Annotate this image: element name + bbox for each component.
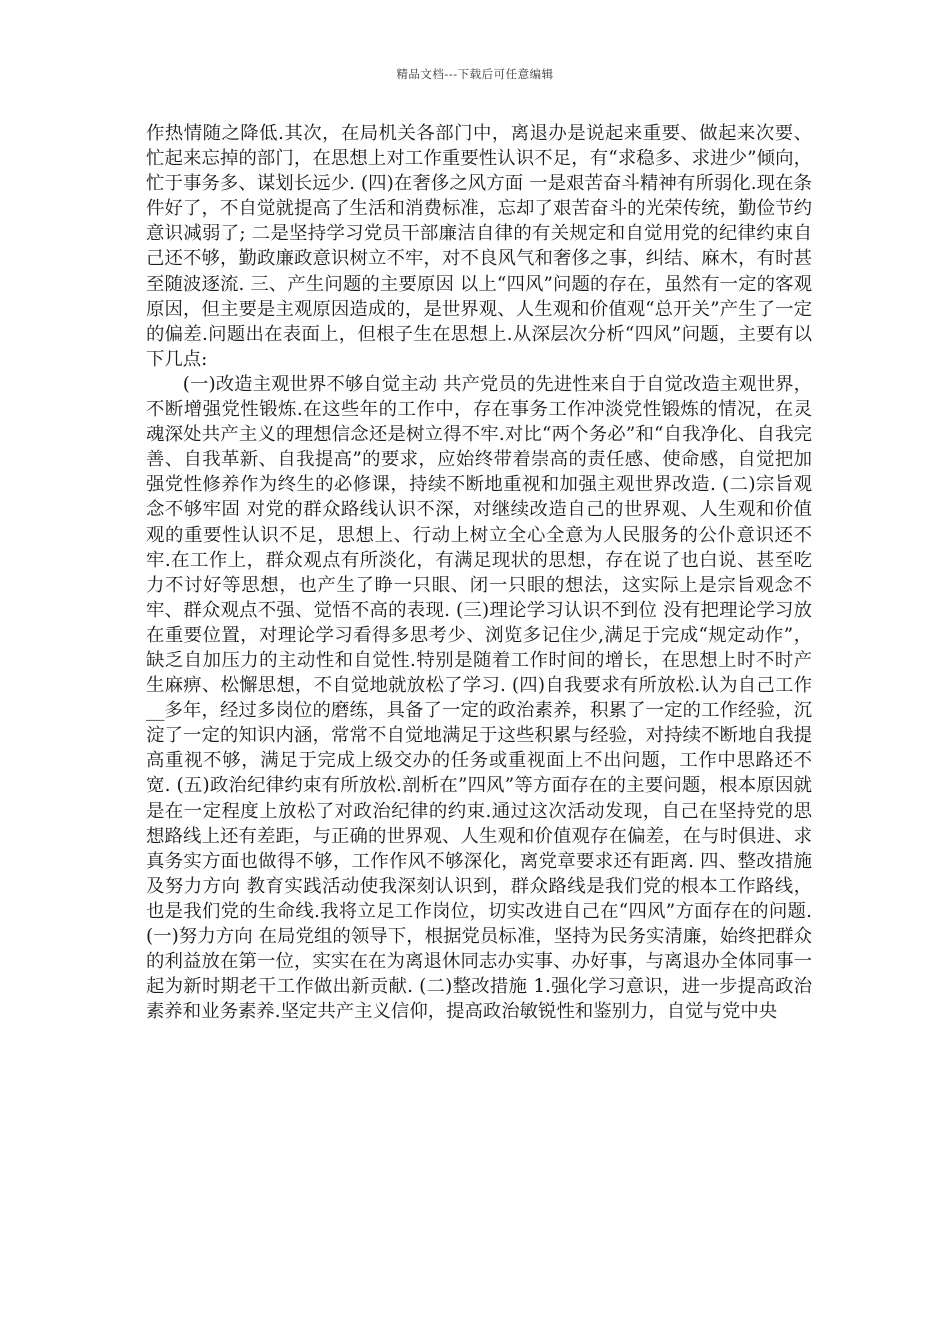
- paragraph: 作热情随之降低.其次，在局机关各部门中，离退办是说起来重要、做起来次要、忙起来忘掉的部门，在思想上对工作重要性认识不足，有“求稳多、求进少”倾向，忙于事务多、谋划长远少. (四)在奢侈之风方面 一是艰苦奋斗精神有所弱化.现在条件好了，不自觉就提高了生活和消费标准，忘却了艰苦奋斗的光荣传统，勤俭节约意识减弱了; 二是坚持学习党员干部廉洁自律的有关规定和自觉用党的纪律约束自己还不够，勤政廉政意识树立不牢，对不良风气和奢侈之事，纠结、麻木，有时甚至随波逐流. 三、产生问题的主要原因 以上“四风”问题的存在，虽然有一定的客观原因，但主要是主观原因造成的，是世界观、人生观和价值观“总开关”产生了一定的偏差.问题出在表面上，但根子生在思想上.从深层次分析“四风”问题，主要有以下几点:: [146, 123, 812, 370]
- page-header: 精品文档---下载后可任意编辑: [396, 67, 554, 81]
- document-body: [146, 121, 812, 1024]
- paragraph: (一)改造主观世界不够自觉主动 共产党员的先进性来自于自觉改造主观世界，不断增强党性锻炼.在这些年的工作中，存在事务工作冲淡党性锻炼的情况，在灵魂深处共产主义的理想信念还是树立得不牢.对比“两个务必”和“自我净化、自我完善、自我革新、自我提高”的要求，应始终带着崇高的责任感、使命感，自觉把加强党性修养作为终生的必修课，持续不断地重视和加强主观世界改造. (二)宗旨观念不够牢固 对党的群众路线认识不深，对继续改造自己的世界观、人生观和价值观的重要性认识不足，思想上、行动上树立全心全意为人民服务的公仆意识还不牢.在工作上，群众观点有所淡化，有满足现状的思想，存在说了也白说、甚至吃力不讨好等思想，也产生了睁一只眼、闭一只眼的想法，这实际上是宗旨观念不牢、群众观点不强、觉悟不高的表现. (三)理论学习认识不到位 没有把理论学习放在重要位置，对理论学习看得多思考少、浏览多记住少,满足于完成“规定动作”，缺乏自加压力的主动性和自觉性.特别是随着工作时间的增长，在思想上时不时产生麻痹、松懈思想，不自觉地就放松了学习. (四)自我要求有所放松.认为自己工作__多年，经过多岗位的磨练，具备了一定的政治素养，积累了一定的工作经验，沉淀了一定的知识内涵，常常不自觉地满足于这些积累与经验，对持续不断地自我提高重视不够，满足于完成上级交办的任务或重视面上不出问题，工作中思路还不宽. (五)政治纪律约束有所放松.剖析在”四风”等方面存在的主要问题，根本原因就是在一定程度上放松了对政治纪律的约束.通过这次活动发现，自己在坚持党的思想路线上还有差距，与正确的世界观、人生观和价值观存在偏差，在与时俱进、求真务实方面也做得不够，工作作风不够深化，离党章要求还有距离. 四、整改措施及努力方向 教育实践活动使我深刻认识到，群众路线是我们党的根本工作路线，也是我们党的生命线.我将立足工作岗位，切实改进自己在“四风”方面存在的问题. (一)努力方向 在局党组的领导下，根据党员标准，坚持为民务实清廉，始终把群众的利益放在第一位，实实在在为离退休同志办实事、办好事，与离退办全体同事一起为新时期老干工作做出新贡献. (二)整改措施 1.强化学习意识，进一步提高政治素养和业务素养.坚定共产主义信仰，提高政治敏锐性和鉴别力，自觉与党中央: [146, 373, 812, 1023]
